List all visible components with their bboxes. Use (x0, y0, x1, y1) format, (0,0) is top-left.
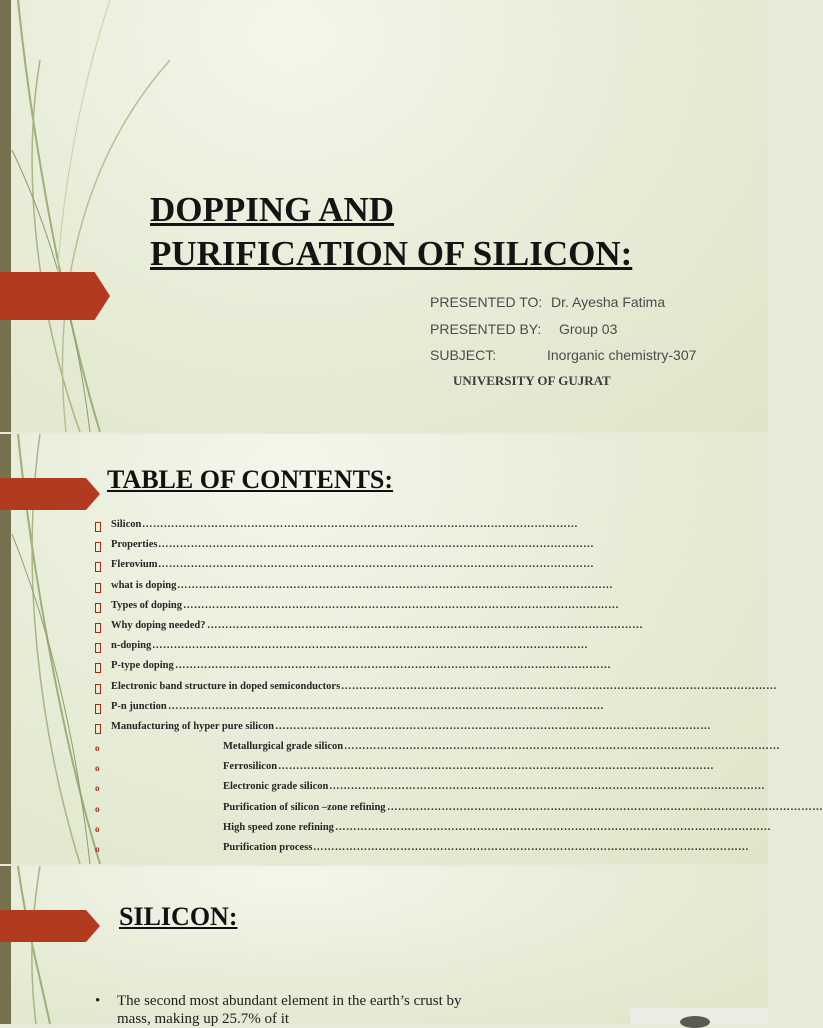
toc-item-label: Ferrosilicon (223, 761, 278, 773)
toc-leader-dots: ………………………………………………………………………………………………………… (177, 579, 613, 591)
square-bullet-icon (95, 724, 101, 734)
toc-leader-dots: ………………………………………………………………………………………………………… (175, 660, 611, 672)
toc-leader-dots: ………………………………………………………………………………………………………… (341, 680, 777, 692)
toc-item (95, 680, 777, 701)
left-accent-bar (0, 866, 11, 1024)
toc-leader-dots: ………………………………………………………………………………………………………… (142, 519, 578, 530)
toc-item-label: Silicon (111, 519, 142, 530)
toc-item-label: what is doping (111, 579, 177, 591)
toc-item (95, 700, 604, 721)
toc-item (95, 539, 595, 559)
slide-title-heading (150, 188, 632, 276)
presented-by-label: PRESENTED BY: (430, 321, 542, 337)
subject-value: Inorganic chemistry-307 (547, 347, 697, 363)
toc-leader-dots: ………………………………………………………………………………………………………… (313, 842, 749, 853)
circle-bullet-icon: o (95, 823, 100, 834)
toc-leader-dots: ………………………………………………………………………………………………………… (329, 781, 765, 793)
slide-table-of-contents (0, 434, 823, 864)
slide-title (0, 0, 768, 432)
toc-leader-dots: ………………………………………………………………………………………………………… (335, 821, 771, 833)
toc-item-label: Manufacturing of hyper pure silicon (111, 720, 274, 732)
toc-item (95, 761, 714, 781)
square-bullet-icon (95, 684, 101, 694)
toc-item-label: Metallurgical grade silicon (223, 741, 344, 753)
square-bullet-icon (95, 623, 101, 633)
toc-item-label: P-n junction (111, 700, 167, 712)
square-bullet-icon (95, 562, 101, 572)
university-name: UNIVERSITY OF GUJRAT (453, 373, 611, 388)
toc-item-label: Why doping needed? (111, 619, 206, 631)
toc-item (95, 579, 613, 600)
toc-item-label: High speed zone refining (223, 821, 334, 833)
toc-item (95, 640, 595, 660)
circle-bullet-icon: o (95, 803, 100, 814)
circle-bullet-icon: o (95, 844, 100, 854)
toc-item (95, 720, 711, 741)
toc-item (95, 842, 749, 862)
slide-silicon (0, 866, 768, 1027)
square-bullet-icon (95, 704, 101, 714)
presented-to-row (430, 294, 666, 310)
toc-item (95, 519, 595, 539)
silicon-heading: SILICON: (119, 902, 238, 931)
circle-bullet-icon: o (95, 763, 100, 774)
toc-list (95, 519, 823, 862)
toc-item-label: Purification process (223, 842, 313, 853)
left-accent-bar (0, 0, 11, 432)
square-bullet-icon (95, 522, 101, 532)
toc-leader-dots: ………………………………………………………………………………………………………… (183, 599, 619, 611)
square-bullet-icon (95, 663, 101, 673)
square-bullet-icon (95, 603, 101, 613)
title-line-1: DOPPING AND (150, 190, 395, 229)
toc-item-label: P-type doping (111, 660, 174, 672)
title-line-2: PURIFICATION OF SILICON: (150, 234, 633, 273)
silicon-image (630, 1008, 768, 1024)
toc-item-label: Electronic grade silicon (223, 781, 329, 793)
circle-bullet-icon: o (95, 783, 100, 794)
square-bullet-icon (95, 542, 101, 552)
toc-heading: TABLE OF CONTENTS: (107, 465, 394, 494)
toc-leader-dots: ………………………………………………………………………………………………………… (344, 741, 780, 753)
red-tab-marker (0, 272, 110, 320)
toc-item (95, 821, 771, 842)
red-tab-marker (0, 910, 100, 942)
presented-to-value: Dr. Ayesha Fatima (551, 294, 666, 310)
toc-item (95, 781, 765, 801)
toc-leader-dots: ………………………………………………………………………………………………………… (152, 640, 588, 652)
toc-item (95, 741, 780, 761)
toc-item-label: Types of doping (111, 599, 182, 611)
presented-by-value: Group 03 (559, 321, 618, 337)
toc-item-label: Flerovium (111, 559, 158, 571)
presented-by-row (430, 321, 618, 337)
toc-leader-dots: ………………………………………………………………………………………………………… (168, 700, 604, 712)
toc-item (95, 599, 619, 620)
toc-item-label: Purification of silicon –zone refining (223, 801, 386, 813)
silicon-image-object (680, 1016, 710, 1028)
toc-leader-dots: ………………………………………………………………………………………………………… (278, 761, 714, 773)
toc-leader-dots: ………………………………………………………………………………………………………… (158, 559, 594, 571)
toc-item (95, 660, 611, 680)
toc-leader-dots: ………………………………………………………………………………………………………… (387, 801, 823, 813)
square-bullet-icon (95, 643, 101, 653)
toc-leader-dots: ………………………………………………………………………………………………………… (207, 619, 643, 631)
square-bullet-icon (95, 583, 101, 593)
toc-item-label: Electronic band structure in doped semiconductors (111, 680, 341, 692)
presented-to-label: PRESENTED TO: (430, 294, 543, 310)
subject-row (430, 347, 697, 363)
bullet-dot: • (95, 993, 101, 1009)
silicon-bullet-text: The second most abundant element in the earth’s crust by mass, making up 25.7% of it (117, 993, 462, 1027)
circle-bullet-icon: o (95, 743, 100, 754)
toc-item (95, 619, 643, 640)
toc-leader-dots: ………………………………………………………………………………………………………… (158, 539, 594, 551)
red-tab-marker (0, 478, 100, 510)
toc-leader-dots: ………………………………………………………………………………………………………… (275, 720, 711, 732)
toc-item (95, 559, 595, 579)
subject-label: SUBJECT: (430, 347, 497, 363)
toc-item-label: Properties (111, 539, 158, 551)
toc-item (95, 801, 823, 822)
toc-item-label: n-doping (111, 640, 152, 652)
